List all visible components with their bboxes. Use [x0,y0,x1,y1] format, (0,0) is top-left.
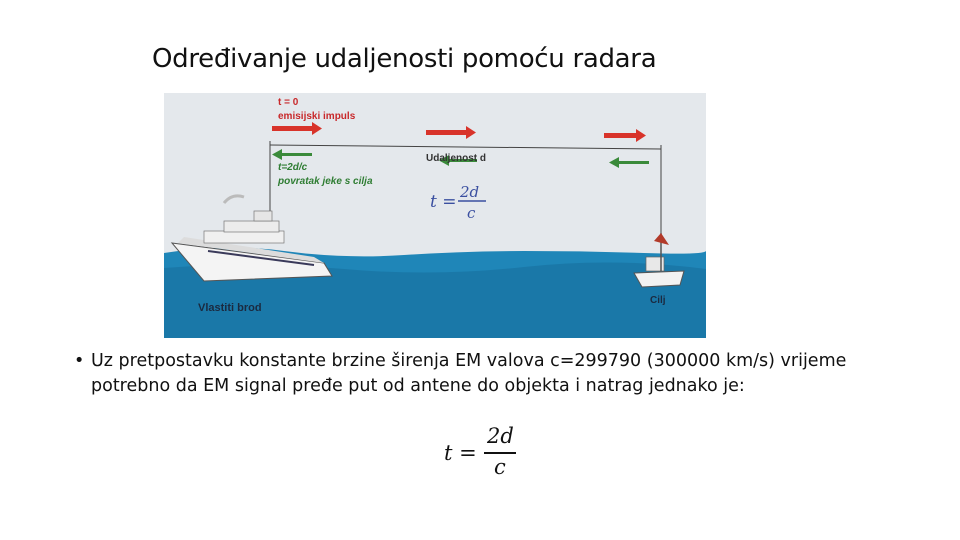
distance-label: Udaljenost d [426,153,487,164]
return-label: povratak jeke s cilja [278,176,373,187]
formula-lhs: t = [444,441,477,465]
bullet-marker: • [74,351,85,371]
own-ship-label: Vlastiti brod [198,302,262,314]
formula-numerator: 2d [487,424,514,448]
handwritten-t: t = [430,192,457,212]
t0-label: t = 0 [278,97,299,108]
handwritten-denominator: c [467,204,476,222]
emission-label: emisijski impuls [278,111,356,122]
formula-fraction-bar [484,452,516,454]
handwritten-numerator: 2d [460,183,480,201]
formula-denominator: c [494,455,506,479]
slide-title: Određivanje udaljenosti pomoću radara [152,44,657,74]
return-time-label: t=2d/c [278,162,308,173]
target-label: Cilj [650,295,666,306]
bullet-text: Uz pretpostavku konstante brzine širenja EM valova c=299790 (300000 km/s) vrijeme potrebno da EM signal pređe put od antene do objekta i natrag jednako je: [91,351,847,396]
radar-illustration [164,93,706,338]
distance-formula [444,424,534,484]
